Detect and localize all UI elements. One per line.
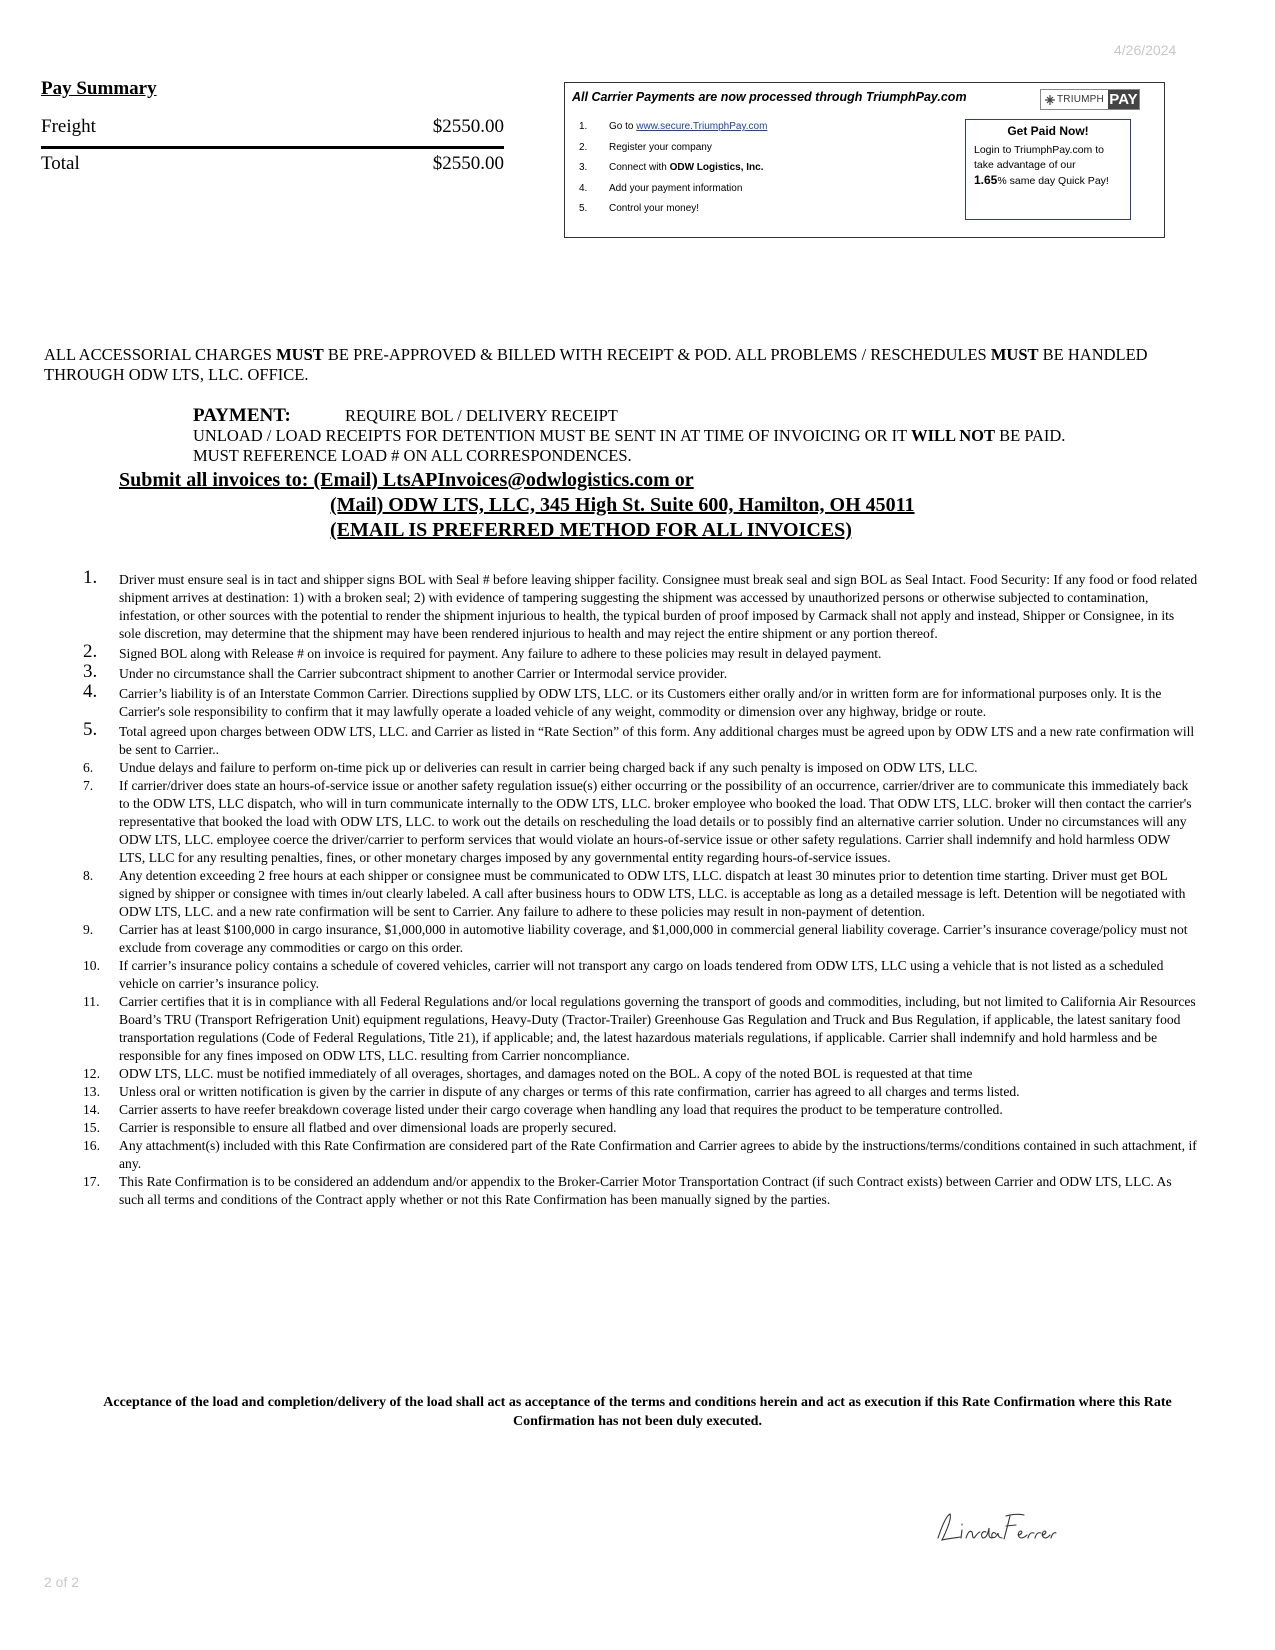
triumphpay-logo (1040, 89, 1140, 110)
triumphpay-notice-box (564, 82, 1165, 238)
signature (928, 1508, 1058, 1548)
step-item: 2. Register your company (579, 141, 712, 153)
term-item: 10. If carrier’s insurance policy contains a schedule of covered vehicles, carrier will not transport any cargo on loads tendered from ODW LTS, LLC using a vehicle that is not listed as a scheduled vehicle on carrier’s insurance policy. (83, 958, 1164, 991)
email-preferred-note: (EMAIL IS PREFERRED METHOD FOR ALL INVOICES) (330, 519, 852, 541)
get-paid-title: Get Paid Now! (1007, 124, 1089, 138)
total-value: $2550.00 (432, 153, 504, 174)
pay-summary-divider (41, 146, 504, 149)
term-item: 11. Carrier certifies that it is in compliance with all Federal Regulations and/or local regulations governing the transport of goods and commodities, including, but not limited to California Air Resources Board’s TRU (Transport Refrigeration Unit) equipment regulations, Heavy-Duty (Tractor-Trailer) Greenhouse Gas Regulation and Truck and Bus Regulation, if applicable, the latest sanitary food transportation regulations (Code of Federal Regulations, Title 21), if applicable; and, the latest hazardous materials regulations, if applicable. Carrier shall indemnify and hold harmless and be responsible for any fines imposed on ODW LTS, LLC. resulting from Carrier noncompliance. (83, 994, 1196, 1063)
triumph-logo-pay: PAY (1109, 91, 1138, 108)
accessorial-notice: ALL ACCESSORIAL CHARGES MUST BE PRE-APPROVED & BILLED WITH RECEIPT & POD. ALL PROBLEMS / RESCHEDULES MUST BE HANDLED THROUGH ODW LTS, LLC. OFFICE. (44, 345, 1148, 384)
freight-row (41, 116, 504, 138)
term-item: 7. If carrier/driver does state an hours-of-service issue or another safety regulation issue(s) either occurring or the possibility of an occurrence, carrier/driver are to communicate this immediately back to the ODW LTS, LLC dispatch, who will in turn communicate internally to the ODW LTS, LLC. broker employee who booked the load. That ODW LTS, LLC. broker will then contact the carrier's representative that booked the load with ODW LTS, LLC. to work out the details on rescheduling the load details or to possibly find an alternative carrier solution. Under no circumstances will any ODW LTS, LLC. employee coerce the driver/carrier to perform services that would violate an hours-of-service issue or other safety regulations. Carrier shall indemnify and hold harmless ODW LTS, LLC for any resulting penalties, fines, or other monetary charges imposed by any governmental entity regarding hours-of-service issues. (83, 778, 1192, 865)
document-date: 4/26/2024 (1114, 42, 1177, 58)
term-item: 5. Total agreed upon charges between ODW LTS, LLC. and Carrier as listed in “Rate Section” of this form. Any additional charges must be agreed upon by ODW LTS and a new rate confirmation will be sent to Carrier.. (83, 719, 1195, 757)
get-paid-quickpay: 1.65% same day Quick Pay! (974, 173, 1109, 187)
term-item: 8. Any detention exceeding 2 free hours at each shipper or consignee must be communicated to ODW LTS, LLC. dispatch at least 30 minutes prior to detention time starting. Driver must get BOL signed by shipper or consignee with times in/out clearly labeled. A call after business hours to ODW LTS, LLC. is acceptable as long as a detailed message is left. Detention will be negotiated with ODW LTS, LLC. and a new rate confirmation will be sent to Carrier. Any failure to adhere to these policies may result in non-payment of detention. (83, 868, 1186, 919)
triumphpay-heading: All Carrier Payments are now processed through TriumphPay.com (572, 90, 967, 104)
term-item: 17. This Rate Confirmation is to be considered an addendum and/or appendix to the Broker-Carrier Motor Transportation Contract (if such Contract exists) between Carrier and ODW LTS, LLC. As such all terms and conditions of the Contract apply whether or not this Rate Confirmation has been manually signed by the parties. (83, 1174, 1172, 1207)
get-paid-line2: take advantage of our (974, 159, 1076, 171)
payment-label: PAYMENT: (193, 405, 291, 426)
total-label: Total (41, 153, 80, 174)
total-row (41, 153, 504, 175)
term-item: 1. Driver must ensure seal is in tact and shipper signs BOL with Seal # before leaving shipper facility. Consignee must break seal and sign BOL as Seal Intact. Food Security: If any food or food related shipment arrives at destination: 1) with a broken seal; 2) with evidence of tampering suggesting the shipment was accessed by unauthorized persons or otherwise subjected to contamination, infestation, or other sources with the potential to render the shipment injurious to health, the typical burden of proof imposed by Carmack shall not apply and instead, Shipper or Consignee, in its sole discretion, may determine that the shipment may have been rendered injurious to health and may reject the entire shipment or any portion thereof. (83, 567, 1198, 641)
step-item: 1. Go to www.secure.TriumphPay.com (579, 121, 768, 132)
submit-invoices-email: Submit all invoices to: (Email) LtsAPInvoices@odwlogistics.com or (119, 469, 694, 491)
term-item: 15. Carrier is responsible to ensure all flatbed and over dimensional loads are properly secured. (83, 1120, 617, 1135)
triumph-logo-text: TRIUMPH (1041, 90, 1108, 109)
term-item: 14. Carrier asserts to have reefer breakdown coverage listed under their cargo coverage when handling any load that requires the product to be temperature controlled. (83, 1102, 1003, 1117)
term-item: 9. Carrier has at least $100,000 in cargo insurance, $1,000,000 in automotive liability coverage, and $1,000,000 in commercial general liability coverage. Carrier’s insurance coverage/policy must not exclude from coverage any commodities or cargo on this order. (83, 922, 1188, 955)
pay-summary-title: Pay Summary (41, 78, 157, 99)
get-paid-box (965, 119, 1131, 220)
terms-list (83, 569, 1198, 1209)
term-item: 4. Carrier’s liability is of an Interstate Common Carrier. Directions supplied by ODW LTS, LLC. or its Customers either orally and/or in written form are for informational purposes only. It is the Carrier's sole responsibility to confirm that it may lawfully operate a loaded vehicle of any weight, commodity or dimension over any highway, bridge or route. (83, 681, 1162, 719)
term-item: 6. Undue delays and failure to perform on-time pick up or deliveries can result in carrier being charged back if any such penalty is imposed on ODW LTS, LLC. (83, 760, 978, 775)
step-item: 5. Control your money! (579, 203, 700, 214)
triumph-logo-icon (1045, 95, 1055, 105)
page-number: 2 of 2 (44, 1574, 80, 1590)
acceptance-statement: Acceptance of the load and completion/delivery of the load shall act as acceptance of the terms and conditions herein and act as execution if this Rate Confirmation where this Rate Confirmation has not been duly executed. (103, 1395, 1172, 1429)
freight-value: $2550.00 (432, 116, 504, 137)
term-item: 2. Signed BOL along with Release # on invoice is required for payment. Any failure to adhere to these policies may result in delayed payment. (83, 641, 882, 662)
payment-requirements: PAYMENT: REQUIRE BOL / DELIVERY RECEIPT UNLOAD / LOAD RECEIPTS FOR DETENTION MUST BE SENT IN AT TIME OF INVOICING OR IT WILL NOT BE PAID. MUST REFERENCE LOAD # ON ALL CORRESPONDENCES. (193, 405, 1066, 465)
submit-invoices-mail: (Mail) ODW LTS, LLC, 345 High St. Suite 600, Hamilton, OH 45011 (330, 494, 915, 516)
term-item: 3. Under no circumstance shall the Carrier subcontract shipment to another Carrier or Intermodal service provider. (83, 661, 728, 682)
step-item: 3. Connect with ODW Logistics, Inc. (579, 162, 764, 173)
get-paid-line1: Login to TriumphPay.com to (974, 144, 1104, 156)
triumphpay-steps (579, 121, 767, 224)
term-item: 12. ODW LTS, LLC. must be notified immediately of all overages, shortages, and damages noted on the BOL. A copy of the noted BOL is requested at that time (83, 1066, 973, 1081)
term-item: 16. Any attachment(s) included with this Rate Confirmation are considered part of the Rate Confirmation and Carrier agrees to abide by the instructions/terms/conditions contained in such attachment, if any. (83, 1138, 1197, 1171)
term-item: 13. Unless oral or written notification is given by the carrier in dispute of any charges or terms of this rate confirmation, carrier has agreed to all charges and terms listed. (83, 1084, 1020, 1099)
step-item: 4. Add your payment information (579, 182, 743, 194)
triumphpay-link[interactable]: www.secure.TriumphPay.com (636, 121, 768, 132)
freight-label: Freight (41, 116, 96, 137)
